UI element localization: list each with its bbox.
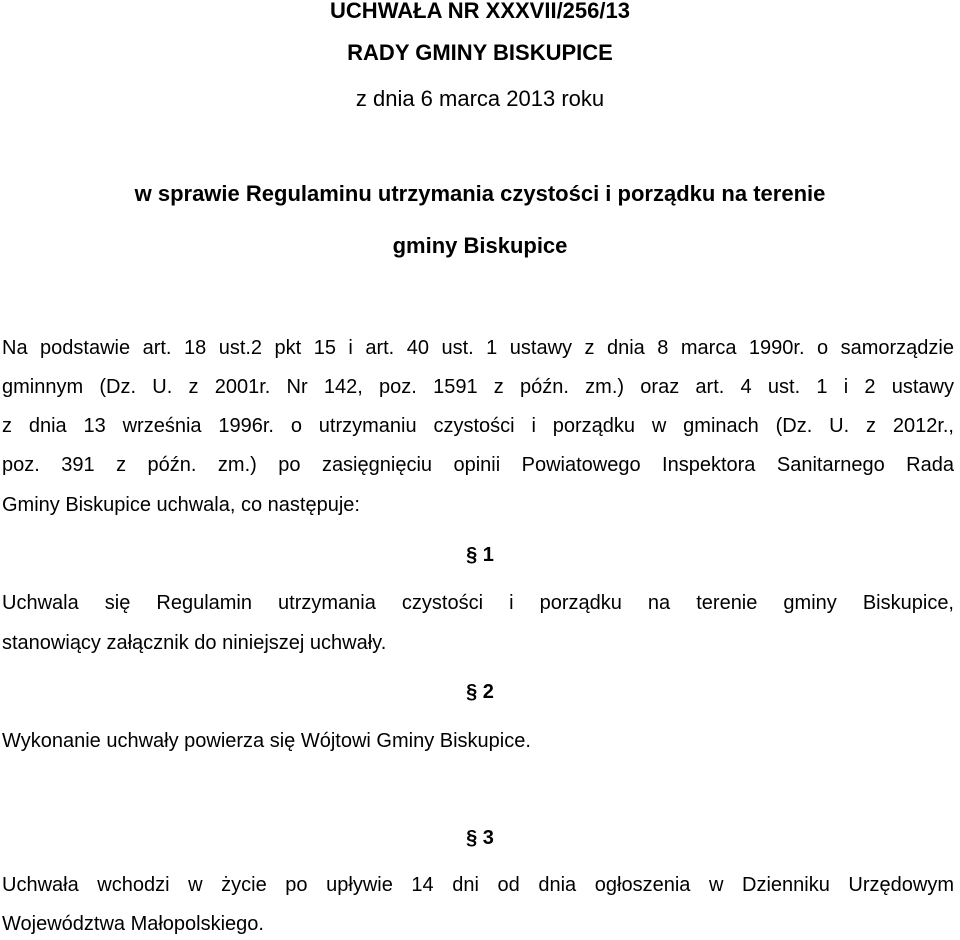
- section-3-heading: § 3: [466, 827, 494, 849]
- preamble-line-5: Gminy Biskupice uchwala, co następuje:: [2, 494, 360, 516]
- section-2-heading: § 2: [466, 681, 494, 703]
- resolution-date: z dnia 6 marca 2013 roku: [355, 86, 605, 111]
- section-3-line-2: Województwa Małopolskiego.: [2, 913, 264, 935]
- preamble-line-3: z dnia 13 września 1996r. o utrzymaniu czystości i porządku w gminach (Dz. U. z 2012r.,: [2, 415, 954, 437]
- section-2-line-1: Wykonanie uchwały powierza się Wójtowi Gminy Biskupice.: [2, 730, 531, 752]
- resolution-number: UCHWAŁA NR XXXVII/256/13: [330, 0, 630, 23]
- preamble-line-4: poz. 391 z późn. zm.) po zasięgnięciu opinii Powiatowego Inspektora Sanitarnego Rada: [2, 454, 954, 476]
- subject-line-2: gminy Biskupice: [392, 233, 568, 258]
- section-3-line-1: Uchwała wchodzi w życie po upływie 14 dni od dnia ogłoszenia w Dzienniku Urzędowym: [2, 874, 954, 896]
- subject-line-1: w sprawie Regulaminu utrzymania czystości i porządku na terenie: [134, 181, 826, 206]
- council-name: RADY GMINY BISKUPICE: [347, 40, 613, 65]
- section-1-line-1: Uchwala się Regulamin utrzymania czystości i porządku na terenie gminy Biskupice,: [2, 592, 954, 614]
- preamble-line-2: gminnym (Dz. U. z 2001r. Nr 142, poz. 1591 z późn. zm.) oraz art. 4 ust. 1 i 2 ustawy: [2, 376, 954, 398]
- section-1-heading: § 1: [466, 544, 494, 566]
- preamble-line-1: Na podstawie art. 18 ust.2 pkt 15 i art. 40 ust. 1 ustawy z dnia 8 marca 1990r. o samorządzie: [2, 337, 954, 359]
- section-1-line-2: stanowiący załącznik do niniejszej uchwały.: [2, 632, 387, 654]
